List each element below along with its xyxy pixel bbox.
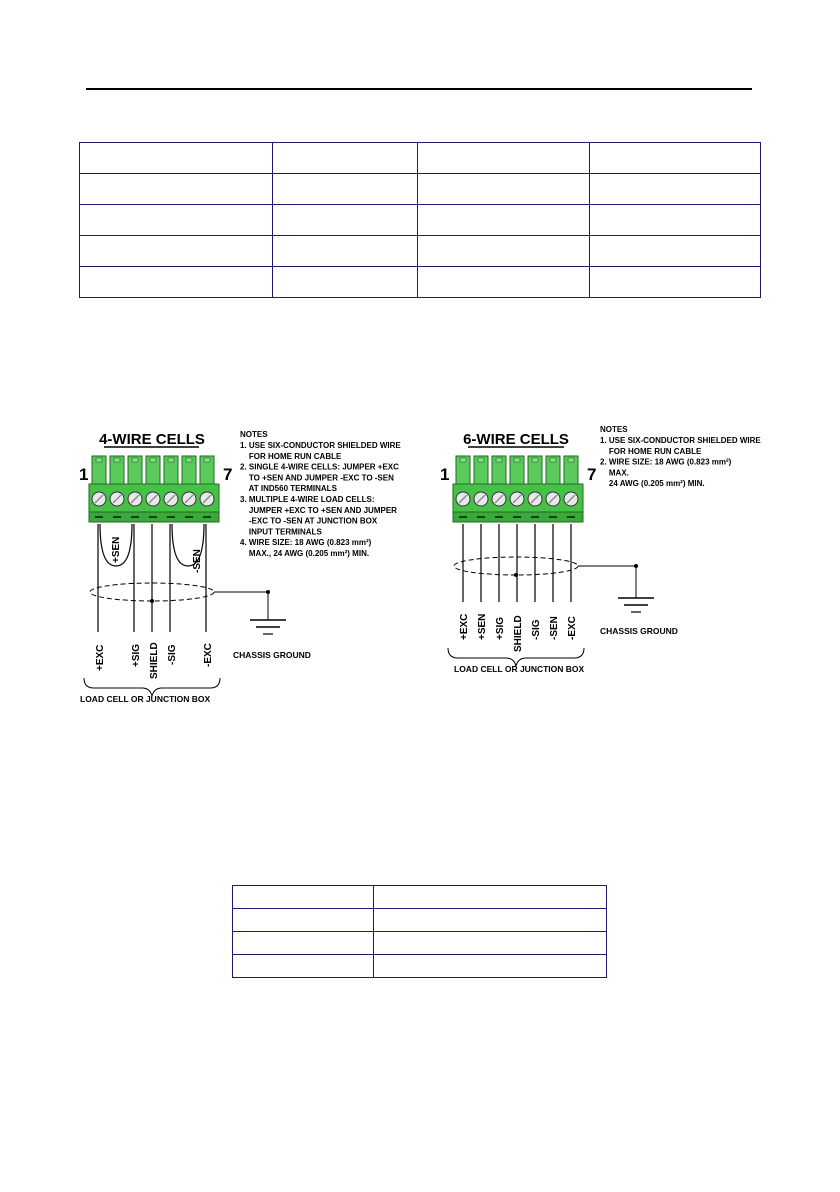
table-cell xyxy=(233,909,374,932)
note-line: 4. WIRE SIZE: 18 AWG (0.823 mm²) xyxy=(240,538,372,548)
wire-label: SHIELD xyxy=(513,615,524,652)
note-line: INPUT TERMINALS xyxy=(240,527,322,537)
wire-label: -SIG xyxy=(531,619,542,640)
wire-label: -EXC xyxy=(203,643,214,667)
notes-block xyxy=(600,425,761,488)
notes-title: NOTES xyxy=(240,430,268,439)
jumper-label: -SEN xyxy=(192,549,203,573)
ground-label: CHASSIS GROUND xyxy=(233,650,311,660)
table-cell xyxy=(233,932,374,955)
table-row xyxy=(233,955,607,978)
note-line: 1. USE SIX-CONDUCTOR SHIELDED WIRE xyxy=(240,441,401,450)
jumper-label: +SEN xyxy=(111,536,122,563)
pin-last-label: 7 xyxy=(587,465,597,484)
table-row xyxy=(233,932,607,955)
table-cell xyxy=(373,909,606,932)
note-line: AT IND560 TERMINALS xyxy=(240,484,337,494)
bottom-label: LOAD CELL OR JUNCTION BOX xyxy=(454,664,585,674)
wire-label: -SEN xyxy=(549,616,560,640)
table-cell xyxy=(233,955,374,978)
pin-first-label: 1 xyxy=(440,465,450,484)
terminal-connector xyxy=(453,456,583,522)
note-line: MAX., 24 AWG (0.205 mm²) MIN. xyxy=(240,549,370,558)
wire-label: SHIELD xyxy=(149,642,160,679)
pin-first-label: 1 xyxy=(79,465,89,484)
note-line: 2. SINGLE 4-WIRE CELLS: JUMPER +EXC xyxy=(240,462,399,472)
wire-label: +SIG xyxy=(495,616,506,640)
pin-last-label: 7 xyxy=(223,465,233,484)
table-cell xyxy=(373,886,606,909)
wire-label: +SIG xyxy=(131,643,142,667)
note-line: -EXC TO -SEN AT JUNCTION BOX xyxy=(240,516,378,526)
table-cell xyxy=(373,932,606,955)
diagram-title: 4-WIRE CELLS xyxy=(99,431,205,448)
note-line: 1. USE SIX-CONDUCTOR SHIELDED WIRE xyxy=(600,436,761,445)
diagram-title: 6-WIRE CELLS xyxy=(463,431,569,448)
bottom-label: LOAD CELL OR JUNCTION BOX xyxy=(80,694,211,704)
note-line: 3. MULTIPLE 4-WIRE LOAD CELLS: xyxy=(240,495,375,504)
ground-label: CHASSIS GROUND xyxy=(600,626,678,636)
note-line: JUMPER +EXC TO +SEN AND JUMPER xyxy=(240,505,397,515)
wire-label: +SEN xyxy=(477,613,488,640)
note-line: FOR HOME RUN CABLE xyxy=(600,446,702,456)
note-line: FOR HOME RUN CABLE xyxy=(240,451,342,461)
table-row xyxy=(233,886,607,909)
note-line: TO +SEN AND JUMPER -EXC TO -SEN xyxy=(240,473,394,483)
reference-table xyxy=(232,885,607,978)
note-line: MAX. xyxy=(600,468,629,478)
table-cell xyxy=(373,955,606,978)
wire-label: +EXC xyxy=(95,644,106,671)
wire-label: -SIG xyxy=(167,644,178,665)
wire-label: +EXC xyxy=(459,613,470,640)
shield-ellipse xyxy=(454,557,578,575)
table-cell xyxy=(233,886,374,909)
notes-title: NOTES xyxy=(600,425,628,434)
wire-label: -EXC xyxy=(567,616,578,640)
table-row xyxy=(233,909,607,932)
note-line: 24 AWG (0.205 mm²) MIN. xyxy=(600,479,705,489)
note-line: 2. WIRE SIZE: 18 AWG (0.823 mm²) xyxy=(600,457,732,467)
